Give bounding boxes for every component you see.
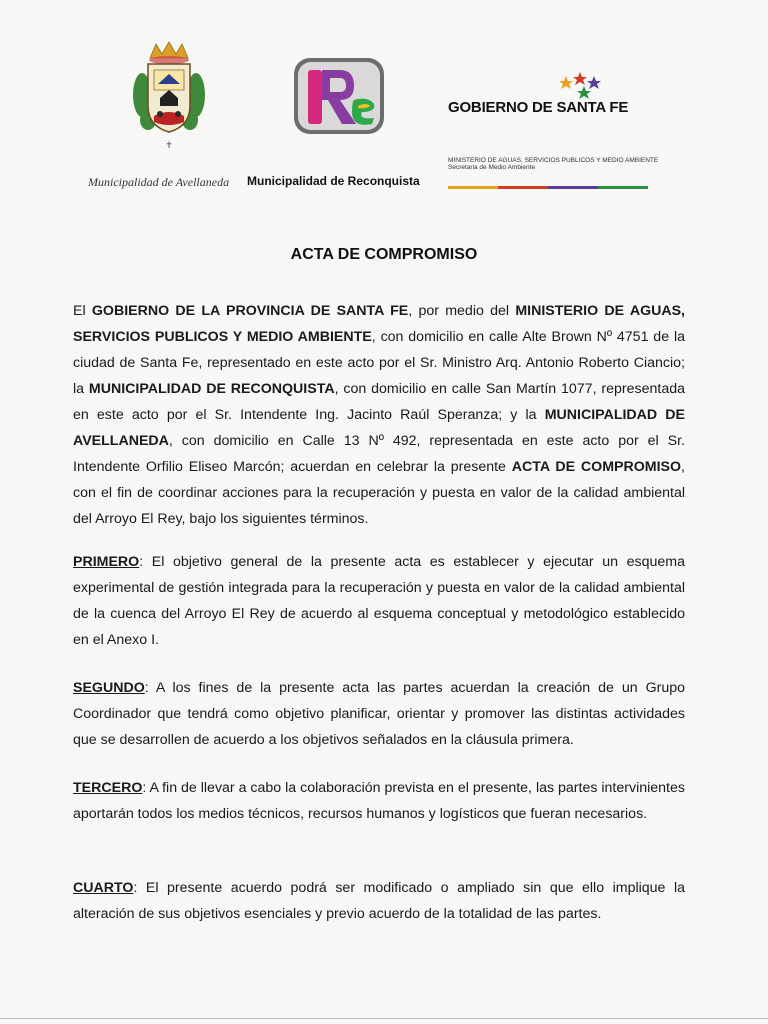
- document-title: ACTA DE COMPROMISO: [290, 246, 478, 263]
- clause-text: : A los fines de la presente acta las partes acuerdan la creación de un Grupo Coordinador que tendrá como objetivo planificar, orientar y promover las distintas actividades que se desarrollen de acuerdo a los objetivos señalados en la cláusula primera.: [73, 680, 685, 748]
- clause-heading: CUARTO: [73, 880, 134, 896]
- santafe-ministry-text: [448, 157, 658, 171]
- clause-tercero: [73, 775, 685, 827]
- scan-edge-line: [0, 1018, 768, 1019]
- intro-text: , con domicilio en calle San Martín 1077, representada en este acto por el Sr. Intendente Ing. Jacinto Raúl Speranza; y la: [73, 381, 685, 423]
- avellaneda-crest-icon: [128, 40, 210, 155]
- clause-text: : A fin de llevar a cabo la colaboración prevista en el presente, las partes intervinientes aportarán todos los medios técnicos, recursos humanos y logísticos que fueran necesarios.: [73, 780, 685, 822]
- intro-bold-avellaneda: MUNICIPALIDAD DE AVELLANEDA: [73, 407, 686, 449]
- santafe-color-bar: [448, 186, 648, 189]
- intro-bold-reconquista: MUNICIPALIDAD DE RECONQUISTA: [88, 381, 335, 397]
- avellaneda-label: Municipalidad de Avellaneda: [88, 175, 230, 189]
- clause-text: : El objetivo general de la presente acta es establecer y ejecutar un esquema experimental de gestión integrada para la recuperación y puesta en valor de la calidad ambiental de la cuenca del Arroyo El Rey de acuerdo al esquema conceptual y metodológico establecido en el Anexo I.: [73, 554, 685, 648]
- intro-text: , con domicilio en Calle 13 Nº 492, representada en este acto por el Sr. Intendente Orfilio Eliseo Marcón; acuerdan en celebrar la presente: [73, 433, 685, 475]
- santafe-government-title: GOBIERNO DE SANTA FE: [448, 99, 629, 116]
- reconquista-label: Municipalidad de Reconquista: [247, 174, 420, 188]
- reconquista-logo-icon: [292, 56, 386, 136]
- intro-text: , con el fin de coordinar acciones para la recuperación y puesta en valor de la calidad ambiental del Arroyo El Rey, bajo los siguientes términos.: [73, 459, 685, 527]
- clause-text: : El presente acuerdo podrá ser modificado o ampliado sin que ello implique la alteración de sus objetivos esenciales y previo acuerdo de la totalidad de las partes.: [73, 880, 685, 922]
- intro-text: El: [73, 303, 92, 319]
- clause-primero: [73, 549, 685, 653]
- clause-heading: SEGUNDO: [73, 680, 145, 696]
- clause-segundo: [73, 675, 685, 753]
- santafe-secretaria-line: Secretaria de Medio Ambiente: [448, 164, 536, 171]
- intro-bold-gobierno: GOBIERNO DE LA PROVINCIA DE SANTA FE: [91, 303, 409, 319]
- letterhead: [0, 0, 768, 230]
- intro-paragraph: [73, 298, 685, 532]
- santafe-ministry-line: MINISTERIO DE AGUAS, SERVICIOS PUBLICOS Y MEDIO AMBIENTE: [448, 157, 659, 164]
- svg-text:✝: ✝: [165, 141, 173, 151]
- clause-heading: TERCERO: [73, 780, 143, 796]
- intro-text: , con domicilio en calle Alte Brown Nº 4751 de la ciudad de Santa Fe, representado en este acto por el Sr. Ministro Arq. Antonio Roberto Ciancio; la: [73, 329, 685, 397]
- intro-bold-acta: ACTA DE COMPROMISO: [511, 459, 682, 475]
- clause-heading: PRIMERO: [73, 554, 140, 570]
- intro-text: , por medio del: [408, 303, 516, 319]
- clause-cuarto: [73, 875, 685, 927]
- intro-bold-ministerio: MINISTERIO DE AGUAS, SERVICIOS PUBLICOS Y MEDIO AMBIENTE: [73, 303, 685, 345]
